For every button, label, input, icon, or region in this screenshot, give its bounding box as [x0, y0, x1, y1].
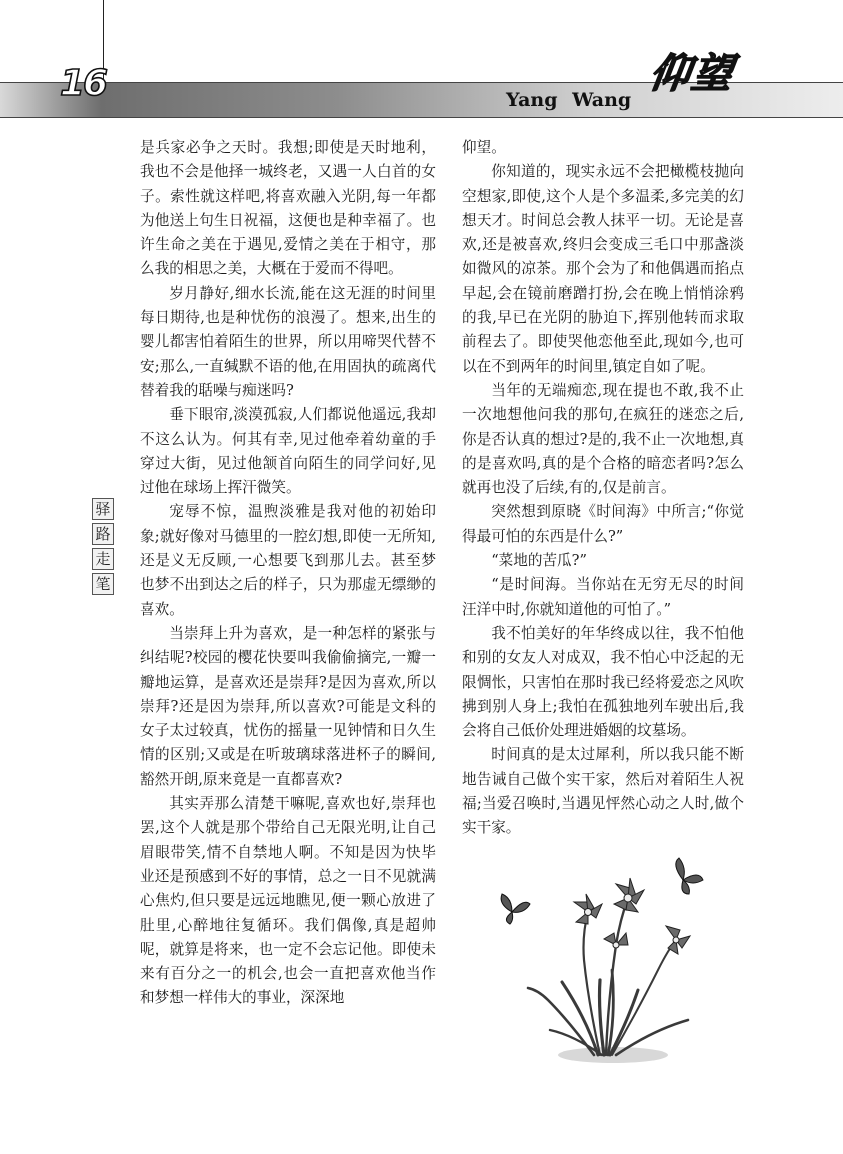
- paragraph: 其实弄那么清楚干嘛呢,喜欢也好,崇拜也罢,这个人就是那个带给自己无限光明,让自己眉眼带笑,情不自禁地人啊。不知是因为快毕业还是预感到不好的事情，总之一日不见就满心焦灼,但只要是远远地瞧见,便一颗心放进了肚里,心醉地往复循环。我们偶像,真是超帅呢，就算是将来，也一定不会忘记他。即使未来有百分之一的机会,也会一直把喜欢他当作和梦想一样伟大的事业，深深地: [140, 795, 436, 1007]
- paragraph: 当年的无端痴恋,现在提也不敢,我不止一次地想他问我的那句,在疯狂的迷恋之后,你是否认真的想过?是的,我不止一次地想,真的是喜欢吗,真的是个合格的暗恋者吗?怎么就再也没了后续,有的,仅是前言。: [462, 381, 744, 497]
- orchid-butterflies-icon: [488, 850, 728, 1070]
- page-number: 16: [60, 63, 107, 104]
- side-column-tab: [92, 498, 116, 598]
- side-tab-char: 笔: [92, 573, 114, 595]
- article-right-column: [462, 136, 744, 841]
- side-tab-char: 路: [92, 523, 114, 545]
- side-tab-char: 驿: [92, 498, 114, 520]
- paragraph: 当崇拜上升为喜欢，是一种怎样的紧张与纠结呢?校园的樱花快要叫我偷偷摘完,一瓣一瓣地运算，是喜欢还是崇拜?是因为喜欢,所以崇拜?还是因为崇拜,所以喜欢?可能是文科的女子太过较真，忧伤的摇量一见钟情和日久生情的区别;又或是在听玻璃球落进杯子的瞬间,豁然开朗,原来竟是一直都喜欢?: [140, 624, 436, 788]
- paragraph: 岁月静好,细水长流,能在这无涯的时间里每日期待,也是种忧伤的浪漫了。想来,出生的婴儿都害怕着陌生的世界，所以用啼哭代替不安;那么,一直缄默不语的他,在用固执的疏离代替着我的聒噪与痴迷吗?: [140, 284, 436, 399]
- paragraph: 是兵家必争之天时。我想;即使是天时地利，我也不会是他择一城终老，又遇一人白首的女子。索性就这样吧,将喜欢融入光阴,每一年都为他送上句生日祝福，这便也是种幸福了。也许生命之美在于遇见,爱情之美在于相守，那么我的相思之美，大概在于爱而不得吧。: [140, 139, 436, 278]
- article-left-column: [140, 136, 436, 1011]
- paragraph: 垂下眼帘,淡漠孤寂,人们都说他遥远,我却不这么认为。何其有幸,见过他牵着幼童的手穿过大街，见过他颔首向陌生的同学问好,见过他在球场上挥汗微笑。: [140, 406, 436, 497]
- section-logo-cn: 仰望: [646, 51, 738, 97]
- paragraph: 时间真的是太过犀利，所以我只能不断地告诫自己做个实干家，然后对着陌生人祝福;当爱召唤时,当遇见怦然心动之人时,做个实干家。: [462, 746, 744, 837]
- paragraph: 仰望。: [462, 139, 506, 156]
- section-logo-en: Yang Wang: [506, 89, 632, 111]
- paragraph: 我不怕美好的年华终成以往，我不怕他和别的女友人对成双，我不怕心中泛起的无限惆怅，只害怕在那时我已经将爱恋之风吹拂到别人身上;我怕在孤独地列车驶出后,我会将自己低价处理进婚姻的坟墓场。: [462, 624, 744, 740]
- paragraph: 你知道的，现实永远不会把橄榄枝抛向空想家,即使,这个人是个多温柔,多完美的幻想天才。时间总会教人抹平一切。无论是喜欢,还是被喜欢,终归会变成三毛口中那盏淡如微风的凉茶。那个会为了和他偶遇而掐点早起,会在镜前磨蹭打扮,会在晚上悄悄涂鸦的我,早已在光阴的胁迫下,挥别他转而求取前程去了。即使哭他恋他至此,现如今,也可以在不到两年的时间里,镇定自如了呢。: [462, 163, 744, 375]
- paragraph: 突然想到原晓《时间海》中所言;“你觉得最可怕的东西是什么?”: [462, 503, 744, 545]
- paragraph: 宠辱不惊，温煦淡雅是我对他的初始印象;就好像对马德里的一腔幻想,即使一无所知,还是义无反顾,一心想要飞到那儿去。甚至梦也梦不出到达之后的样子，只为那虚无缥缈的喜欢。: [140, 503, 436, 618]
- side-tab-char: 走: [92, 548, 114, 570]
- paragraph: “是时间海。当你站在无穷无尽的时间汪洋中时,你就知道他的可怕了。”: [462, 576, 744, 618]
- paragraph: “菜地的苦瓜?”: [491, 552, 587, 570]
